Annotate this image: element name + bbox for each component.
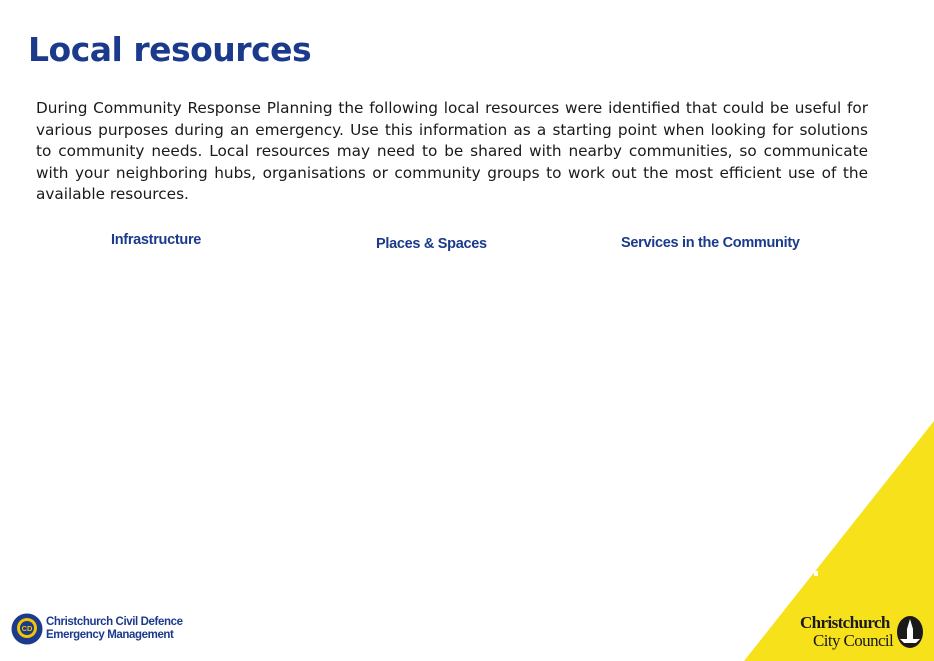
cathedral-emblem-icon bbox=[896, 615, 924, 649]
cdem-badge-text: CD bbox=[21, 623, 33, 633]
cdem-line-2: Emergency Management bbox=[46, 629, 174, 641]
ccc-line-2: City Council bbox=[813, 631, 894, 650]
civil-defence-badge-icon bbox=[11, 613, 43, 645]
ccc-line-1: Christchurch bbox=[800, 613, 890, 632]
intro-paragraph: During Community Response Planning the following local resources were identified that could be useful for various purposes during an emergency. Use this information as a starting point when looking for solutions to community needs. Local resources may need to be shared with nearby communities, so communicate with your neighboring hubs, organisations or community groups to work out the most efficient use of the available resources. bbox=[36, 99, 868, 204]
infrastructure-heading: Infrastructure bbox=[111, 232, 202, 248]
cdem-logo bbox=[11, 613, 183, 645]
ccc-logo-text bbox=[800, 614, 893, 650]
cdem-line-1: Christchurch Civil Defence bbox=[46, 616, 183, 628]
christchurch-city-council-logo bbox=[800, 614, 924, 650]
services-community-heading: Services in the Community bbox=[621, 235, 800, 251]
page-title: Local resources bbox=[28, 30, 312, 69]
cdem-logo-text bbox=[46, 616, 183, 642]
places-spaces-heading: Places & Spaces bbox=[376, 236, 487, 252]
